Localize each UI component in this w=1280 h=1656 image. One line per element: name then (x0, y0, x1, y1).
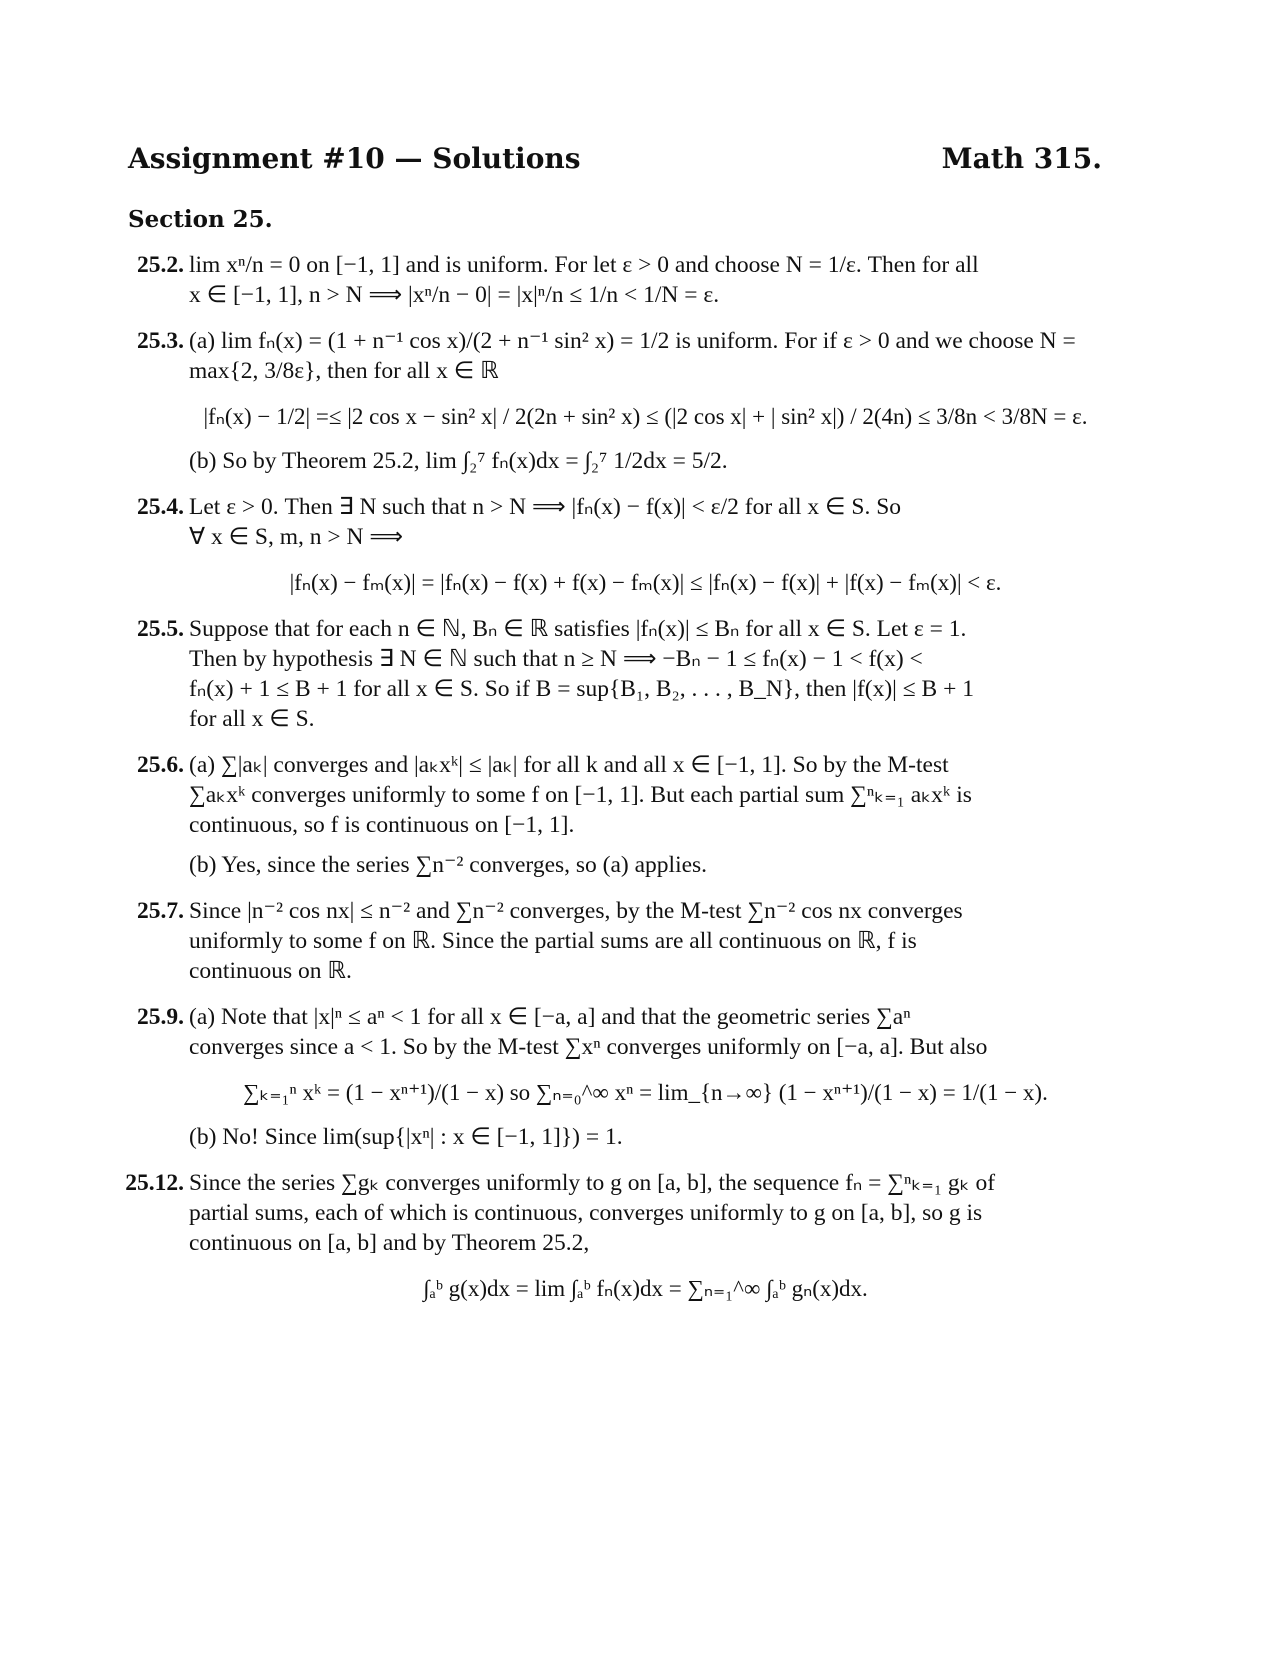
problem-number: 25.9. (137, 1004, 184, 1030)
text-line: lim xⁿ/n = 0 on [−1, 1] and is uniform. For let ε > 0 and choose N = 1/ε. Then for all (189, 252, 979, 278)
text-line: uniformly to some f on ℝ. Since the partial sums are all continuous on ℝ, f is (189, 928, 917, 954)
display-equation: |fₙ(x) − 1/2| =≤ |2 cos x − sin² x| / 2(2n + sin² x) ≤ (|2 cos x| + | sin² x|) / 2(4n) ≤ 3/8n < 3/8N = ε. (203, 404, 1088, 429)
sub-part: (b) Yes, since the series ∑n⁻² converges, so (a) applies. (189, 852, 708, 878)
text-line: for all x ∈ S. (189, 706, 315, 732)
display-equation: ∑ₖ₌₁ⁿ xᵏ = (1 − xⁿ⁺¹)/(1 − x) so ∑ₙ₌₀^∞ xⁿ = lim_{n→∞} (1 − xⁿ⁺¹)/(1 − x) = 1/(1 − x). (243, 1080, 1048, 1105)
problem-25-4 (104, 492, 1102, 598)
display-equation: ∫ₐᵇ g(x)dx = lim ∫ₐᵇ fₙ(x)dx = ∑ₙ₌₁^∞ ∫ₐᵇ gₙ(x)dx. (423, 1276, 868, 1301)
text-line: fₙ(x) + 1 ≤ B + 1 for all x ∈ S. So if B = sup{B₁, B₂, . . . , B_N}, then |f(x)| ≤ B + 1 (189, 676, 974, 702)
display-equation: |fₙ(x) − fₘ(x)| = |fₙ(x) − f(x) + f(x) − fₘ(x)| ≤ |fₙ(x) − f(x)| + |f(x) − fₘ(x)| < ε. (289, 570, 1002, 595)
problem-25-9 (104, 1002, 1102, 1152)
text-line: Let ε > 0. Then ∃ N such that n > N ⟹ |fₙ(x) − f(x)| < ε/2 for all x ∈ S. So (189, 494, 902, 520)
course-name: Math 315. (941, 142, 1102, 175)
problem-number: 25.12. (125, 1170, 184, 1196)
text-line: continuous on ℝ. (189, 958, 352, 984)
text-line: max{2, 3/8ε}, then for all x ∈ ℝ (189, 358, 499, 384)
page-header (128, 142, 1102, 175)
assignment-title: Assignment #10 — Solutions (128, 142, 581, 175)
problem-number: 25.6. (137, 752, 184, 778)
problem-25-2 (104, 250, 1102, 310)
problem-number: 25.3. (137, 328, 184, 354)
text-line: continuous, so f is continuous on [−1, 1]. (189, 812, 575, 838)
sub-part: (b) So by Theorem 25.2, lim ∫₂⁷ fₙ(x)dx = ∫₂⁷ 1/2dx = 5/2. (189, 448, 728, 474)
sub-part: (b) No! Since lim(sup{|xⁿ| : x ∈ [−1, 1]}) = 1. (189, 1124, 623, 1150)
text-line: Suppose that for each n ∈ ℕ, Bₙ ∈ ℝ satisfies |fₙ(x)| ≤ Bₙ for all x ∈ S. Let ε = 1. (189, 616, 967, 642)
text-line: ∑aₖxᵏ converges uniformly to some f on [−1, 1]. But each partial sum ∑ⁿₖ₌₁ aₖxᵏ is (189, 782, 972, 808)
text-line: Since the series ∑gₖ converges uniformly to g on [a, b], the sequence fₙ = ∑ⁿₖ₌₁ gₖ of (189, 1170, 996, 1196)
text-line: (a) ∑|aₖ| converges and |aₖxᵏ| ≤ |aₖ| for all k and all x ∈ [−1, 1]. So by the M-test (189, 752, 949, 778)
problem-25-3 (104, 326, 1102, 476)
problem-25-7 (104, 896, 1102, 986)
problem-number: 25.7. (137, 898, 184, 924)
text-line: continuous on [a, b] and by Theorem 25.2, (189, 1230, 590, 1256)
text-line: x ∈ [−1, 1], n > N ⟹ |xⁿ/n − 0| = |x|ⁿ/n ≤ 1/n < 1/N = ε. (189, 282, 720, 308)
problem-number: 25.5. (137, 616, 184, 642)
text-line: partial sums, each of which is continuous, converges uniformly to g on [a, b], so g is (189, 1200, 983, 1226)
text-line: Since |n⁻² cos nx| ≤ n⁻² and ∑n⁻² converges, by the M-test ∑n⁻² cos nx converges (189, 898, 963, 924)
text-line: Then by hypothesis ∃ N ∈ ℕ such that n ≥ N ⟹ −Bₙ − 1 ≤ fₙ(x) − 1 < f(x) < (189, 646, 923, 672)
problem-number: 25.2. (137, 252, 184, 278)
problem-number: 25.4. (137, 494, 184, 520)
section-heading: Section 25. (128, 206, 273, 233)
problem-25-5 (104, 614, 1102, 734)
text-line: (a) lim fₙ(x) = (1 + n⁻¹ cos x)/(2 + n⁻¹ sin² x) = 1/2 is uniform. For if ε > 0 and we choose N = (189, 328, 1076, 354)
problem-25-12 (104, 1168, 1102, 1304)
text-line: ∀ x ∈ S, m, n > N ⟹ (189, 524, 404, 550)
text-line: converges since a < 1. So by the M-test ∑xⁿ converges uniformly on [−a, a]. But also (189, 1034, 988, 1060)
text-line: (a) Note that |x|ⁿ ≤ aⁿ < 1 for all x ∈ [−a, a] and that the geometric series ∑aⁿ (189, 1004, 911, 1030)
solutions-body (104, 250, 1102, 1320)
problem-25-6 (104, 750, 1102, 880)
